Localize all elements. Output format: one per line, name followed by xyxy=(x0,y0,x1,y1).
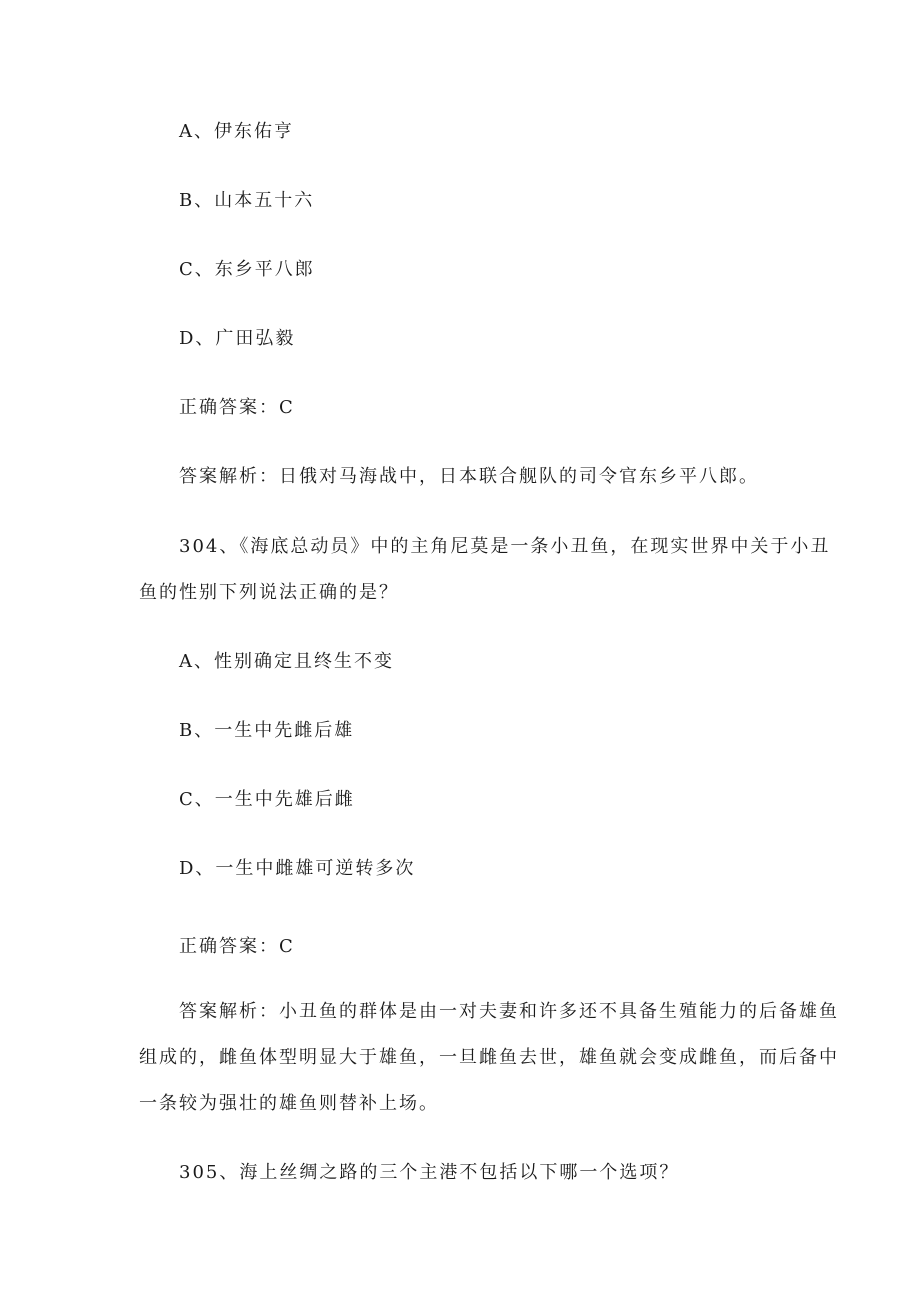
q303-option-b: B、山本五十六 xyxy=(179,190,315,211)
q304-option-b: B、一生中先雌后雄 xyxy=(179,720,355,741)
q304-explanation-line3: 一条较为强壮的雄鱼则替补上场。 xyxy=(139,1093,439,1114)
q304-answer: 正确答案：C xyxy=(179,936,295,957)
q304-explanation-line2: 组成的，雌鱼体型明显大于雄鱼，一旦雌鱼去世，雄鱼就会变成雌鱼，而后备中 xyxy=(139,1047,839,1068)
q303-option-a: A、伊东佑亨 xyxy=(179,121,294,142)
q303-option-c: C、东乡平八郎 xyxy=(179,259,315,280)
q304-option-c: C、一生中先雄后雌 xyxy=(179,789,355,810)
q303-answer: 正确答案：C xyxy=(179,397,295,418)
q304-question-line2: 鱼的性别下列说法正确的是？ xyxy=(139,582,399,603)
q303-option-d: D、广田弘毅 xyxy=(179,328,296,349)
q303-explanation: 答案解析：日俄对马海战中，日本联合舰队的司令官东乡平八郎。 xyxy=(179,466,759,487)
q304-question-line1: 304、《海底总动员》中的主角尼莫是一条小丑鱼，在现实世界中关于小丑 xyxy=(179,536,831,557)
q304-explanation-line1: 答案解析：小丑鱼的群体是由一对夫妻和许多还不具备生殖能力的后备雄鱼 xyxy=(179,1001,839,1022)
q304-option-a: A、性别确定且终生不变 xyxy=(179,651,394,672)
q304-option-d: D、一生中雌雄可逆转多次 xyxy=(179,858,416,879)
q305-question: 305、海上丝绸之路的三个主港不包括以下哪一个选项？ xyxy=(179,1162,680,1183)
